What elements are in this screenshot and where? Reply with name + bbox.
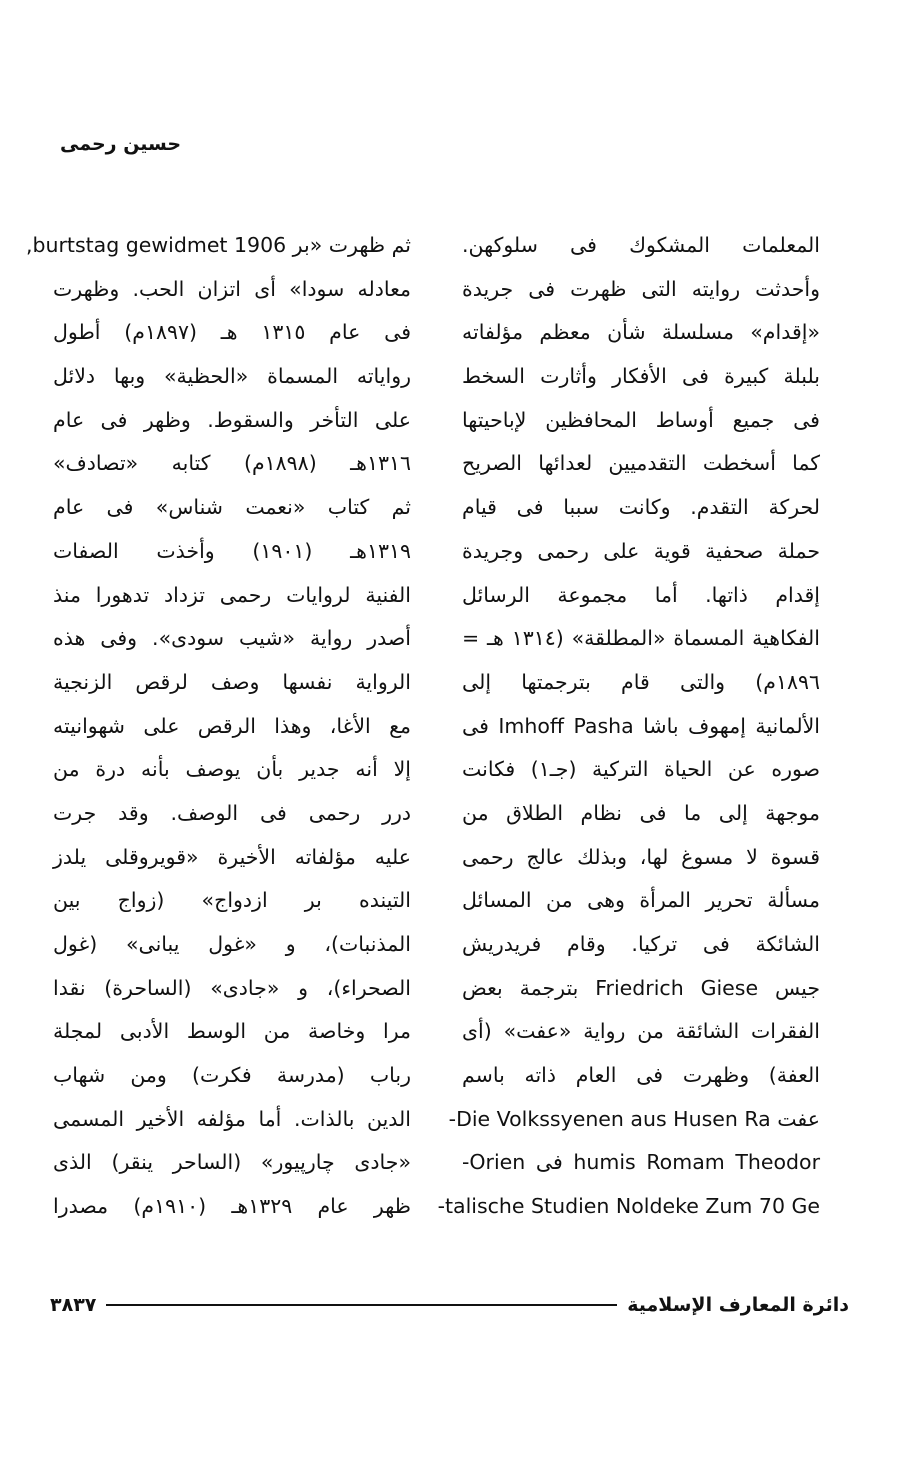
text-line: درر رحمى فى الوصف. وقد جرت — [53, 800, 411, 825]
text-line: الفقرات الشائقة من رواية «عفت» (أى — [462, 1019, 820, 1044]
text-line: معادله سودا» أى اتزان الحب. وظهرت — [53, 276, 411, 301]
footer-title: دائرة المعارف الإسلامية — [627, 1294, 849, 1316]
text-line: مسألة تحرير المرأة وهى من المسائل — [462, 888, 820, 913]
text-line: على التأخر والسقوط. وظهر فى عام — [53, 407, 411, 432]
text-line: المذنبات)، و «غول يبانى» (غول — [53, 932, 411, 956]
text-line: ثم ظهرت «بر burtstag gewidmet 1906, — [25, 233, 411, 257]
text-line: مع الأغا، وهذا الرقص على شهوانيته — [53, 713, 411, 738]
text-line: talische Studien Noldeke Zum 70 Ge- — [437, 1194, 820, 1219]
left-text-column — [25, 224, 411, 1229]
text-line: مرا وخاصة من الوسط الأدبى لمجلة — [53, 1019, 411, 1044]
text-line: قسوة لا مسوغ لها، وبذلك عالج رحمى — [462, 844, 820, 869]
page-footer — [50, 1290, 849, 1320]
text-line: رواياته المسماة «الحظية» وبها دلائل — [53, 364, 411, 389]
text-line: لحركة التقدم. وكانت سببا فى قيام — [462, 495, 820, 520]
footer-rule — [106, 1304, 617, 1306]
text-line: موجهة إلى ما فى نظام الطلاق من — [462, 800, 820, 825]
text-line: الدين بالذات. أما مؤلفه الأخير المسمى — [53, 1106, 411, 1131]
text-line: فى عام ١٣١٥ هـ (١٨٩٧م) أطول — [53, 320, 411, 345]
text-line: إقدام ذاتها. أما مجموعة الرسائل — [462, 582, 820, 607]
text-line: التينده بر ازدواج» (زواج بين — [53, 888, 411, 913]
text-line: الرواية نفسها وصف لرقص الزنجية — [53, 669, 411, 694]
text-line: كما أسخطت التقدميين لعدائها الصريح — [462, 451, 820, 476]
text-line: الفنية لروايات رحمى تزداد تدهورا منذ — [53, 582, 411, 607]
text-line: ١٨٩٦م) والتى قام بترجمتها إلى — [462, 669, 820, 694]
text-line: الألمانية إمهوف باشا Imhoff Pasha فى — [462, 713, 820, 738]
text-line: فى جميع أوساط المحافظين لإباحيتها — [462, 407, 820, 432]
text-line: وأحدثت روايته التى ظهرت فى جريدة — [462, 276, 820, 301]
text-line: عليه مؤلفاته الأخيرة «قويروقلى يلدز — [53, 844, 411, 869]
text-line: أصدر رواية «شيب سودى». وفى هذه — [53, 626, 411, 651]
text-line: «جادى چارپيور» (الساحر ينقر) الذى — [53, 1150, 411, 1175]
text-line: الفكاهية المسماة «المطلقة» (١٣١٤ هـ = — [462, 626, 820, 651]
text-line: حملة صحفية قوية على رحمى وجريدة — [462, 538, 820, 563]
text-line: ١٣١٦هـ (١٨٩٨م) كتابه «تصادف» — [53, 451, 411, 476]
text-line: ١٣١٩هـ (١٩٠١) وأخذت الصفات — [53, 538, 411, 563]
text-line: المعلمات المشكوك فى سلوكهن. — [462, 233, 820, 257]
page-number: ٣٨٣٧ — [50, 1294, 97, 1316]
text-line: بلبلة كبيرة فى الأفكار وأثارت السخط — [462, 364, 820, 389]
text-line: رباب (مدرسة فكرت) ومن شهاب — [53, 1063, 411, 1088]
text-line: الصحراء)، و «جادى» (الساحرة) نقدا — [53, 975, 411, 1000]
text-line: ثم كتاب «نعمت شناس» فى عام — [53, 495, 411, 520]
running-header-author: حسين رحمى — [60, 133, 182, 155]
text-line: صوره عن الحياة التركية (جـ١) فكانت — [462, 757, 820, 782]
text-line: humis Romam Theodor فى Orien- — [462, 1150, 820, 1175]
text-line: جيس Friedrich Giese بترجمة بعض — [462, 975, 820, 1000]
text-line: «إقدام» مسلسلة شأن معظم مؤلفاته — [462, 320, 820, 345]
text-line: الشائكة فى تركيا. وقام فريدريش — [462, 932, 820, 956]
text-line: إلا أنه جدير بأن يوصف بأنه درة من — [53, 757, 411, 782]
right-text-column — [437, 224, 820, 1229]
text-line: ظهر عام ١٣٢٩هـ (١٩١٠م) مصدرا — [53, 1194, 411, 1219]
text-line: عفت Die Volkssyenen aus Husen Ra- — [448, 1106, 820, 1131]
text-line: العفة) وظهرت فى العام ذاته باسم — [462, 1063, 820, 1088]
